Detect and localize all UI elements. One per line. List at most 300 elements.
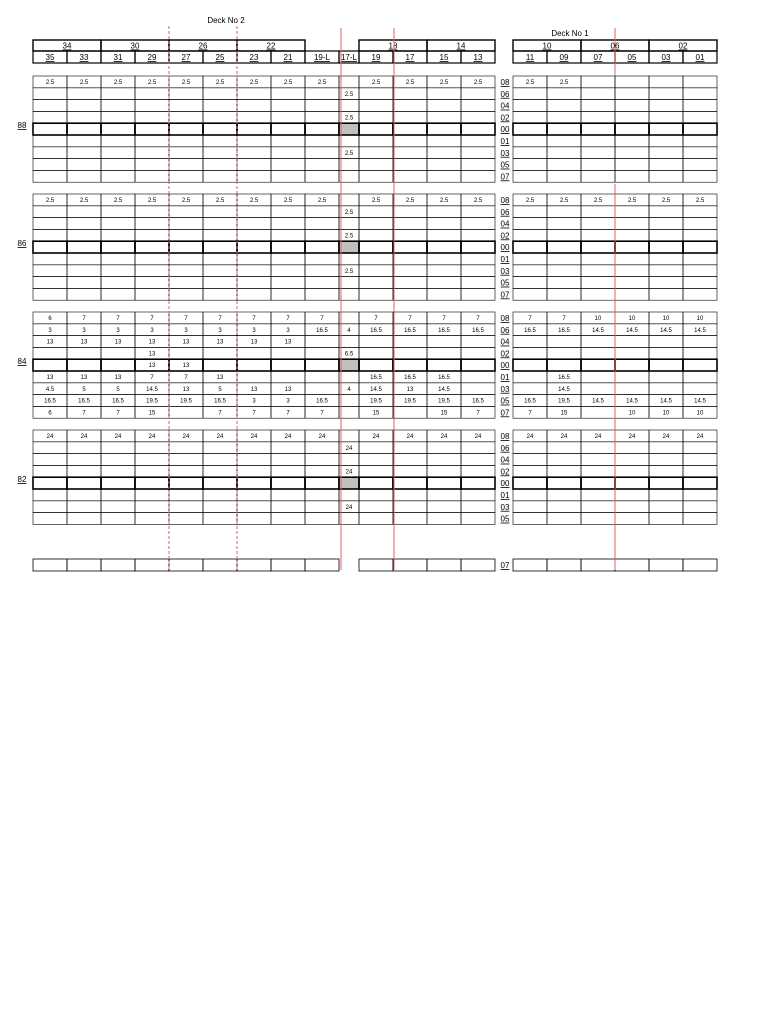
deck1-stack-value: 24: [696, 434, 704, 440]
center-cell: [339, 218, 359, 230]
stack-cell: [203, 489, 237, 501]
deck1-stack-cell: [581, 501, 615, 513]
stack-value: 13: [182, 339, 190, 346]
stack-value: 2.5: [317, 198, 327, 204]
stack-value: 13: [148, 363, 156, 370]
stack-cell: [427, 218, 461, 230]
stack-cell: [237, 501, 271, 513]
stack-cell: [427, 111, 461, 123]
stack-cell: [169, 159, 203, 171]
stack-value: 16.5: [214, 398, 226, 405]
stack-cell: [461, 170, 495, 182]
stack-cell: [237, 147, 271, 159]
stack-cell: [427, 489, 461, 501]
deck1-stack-cell: [615, 359, 649, 371]
stack-cell: [135, 513, 169, 525]
deck1-stack-cell: [581, 159, 615, 171]
stack-cell: [101, 359, 135, 371]
deck1-stack-cell: [513, 277, 547, 289]
stack-cell: [237, 111, 271, 123]
stack-value: 24: [182, 434, 190, 440]
stack-cell: [271, 477, 305, 489]
row-label: 04: [500, 101, 510, 111]
stack-value: 19.5: [370, 398, 382, 405]
stack-value: 13: [80, 339, 88, 346]
center-cell: [339, 336, 359, 348]
stack-cell: [169, 265, 203, 277]
bottom-row-cell: [101, 559, 135, 571]
deck1-stack-cell: [615, 454, 649, 466]
stack-cell: [427, 288, 461, 300]
deck1-stack-cell: [615, 288, 649, 300]
stack-cell: [427, 336, 461, 348]
row-label: 04: [500, 219, 510, 229]
stack-cell: [305, 265, 339, 277]
deck1-stack-cell: [581, 406, 615, 418]
row-label: 02: [500, 349, 510, 359]
stack-cell: [135, 501, 169, 513]
deck1-stack-value: 14.5: [592, 327, 604, 334]
stack-value: 3: [252, 327, 256, 334]
stack-cell: [393, 229, 427, 241]
stack-cell: [271, 265, 305, 277]
center-cell: [339, 371, 359, 383]
stack-cell: [67, 454, 101, 466]
stack-cell: [203, 159, 237, 171]
deck1-stack-cell: [649, 88, 683, 100]
deck1-stack-cell: [513, 501, 547, 513]
stack-cell: [393, 489, 427, 501]
deck1-stack-cell: [615, 170, 649, 182]
stack-cell: [33, 265, 67, 277]
stack-cell: [461, 241, 495, 253]
stack-cell: [427, 442, 461, 454]
bottom-row-cell: [615, 559, 649, 571]
stack-cell: [67, 147, 101, 159]
stack-cell: [67, 465, 101, 477]
stack-value: 2.5: [439, 80, 449, 86]
stack-value: 3: [286, 398, 290, 405]
section-side-label: 84: [17, 357, 27, 366]
stack-value: 2.5: [249, 198, 259, 204]
deck1-stack-cell: [683, 135, 717, 147]
stack-value: 16.5: [438, 375, 450, 381]
deck1-stack-cell: [547, 454, 581, 466]
deck1-stack-cell: [547, 218, 581, 230]
stack-cell: [461, 123, 495, 135]
bay-column-label: 17-L: [340, 53, 358, 62]
stack-cell: [305, 241, 339, 253]
stack-cell: [393, 88, 427, 100]
stack-cell: [427, 147, 461, 159]
deck1-stack-cell: [683, 501, 717, 513]
deck1-stack-cell: [581, 265, 615, 277]
stack-cell: [237, 477, 271, 489]
stack-cell: [271, 135, 305, 147]
stack-cell: [101, 454, 135, 466]
stack-cell: [33, 170, 67, 182]
stack-cell: [67, 135, 101, 147]
deck1-stack-cell: [547, 513, 581, 525]
stack-cell: [67, 170, 101, 182]
stack-cell: [359, 288, 393, 300]
stack-value: 6: [48, 316, 52, 322]
stack-cell: [393, 123, 427, 135]
stack-value: 7: [476, 316, 480, 322]
stack-cell: [135, 477, 169, 489]
deck1-stack-value: 7: [528, 410, 532, 417]
deck1-stack-cell: [649, 477, 683, 489]
deck1-stack-cell: [615, 100, 649, 112]
deck1-stack-cell: [683, 241, 717, 253]
stack-cell: [271, 253, 305, 265]
stack-cell: [461, 147, 495, 159]
deck1-stack-cell: [547, 147, 581, 159]
stack-cell: [305, 477, 339, 489]
stack-cell: [135, 454, 169, 466]
stack-cell: [393, 170, 427, 182]
stack-value: 16.5: [316, 327, 328, 334]
stack-cell: [359, 442, 393, 454]
stack-cell: [271, 465, 305, 477]
stack-cell: [359, 206, 393, 218]
center-cell: [339, 312, 359, 324]
deck1-title: Deck No 1: [551, 29, 589, 38]
stack-cell: [393, 336, 427, 348]
stack-cell: [169, 218, 203, 230]
deck1-stack-cell: [513, 241, 547, 253]
stack-cell: [359, 111, 393, 123]
stack-value: 13: [216, 375, 224, 381]
stack-cell: [305, 88, 339, 100]
deck1-stack-cell: [649, 123, 683, 135]
deck1-stack-cell: [683, 513, 717, 525]
stack-value: 7: [218, 316, 222, 322]
deck1-stack-cell: [581, 489, 615, 501]
deck1-stack-cell: [615, 229, 649, 241]
stack-value: 2.5: [215, 198, 225, 204]
deck1-stack-cell: [547, 347, 581, 359]
stack-cell: [101, 501, 135, 513]
deck1-stack-cell: [649, 218, 683, 230]
stack-cell: [67, 347, 101, 359]
center-cell: [339, 170, 359, 182]
stack-cell: [203, 123, 237, 135]
stack-cell: [33, 454, 67, 466]
stack-cell: [33, 241, 67, 253]
deck1-stack-value: 2.5: [559, 80, 569, 86]
center-cell: [339, 513, 359, 525]
stack-cell: [101, 241, 135, 253]
deck1-stack-cell: [581, 454, 615, 466]
stack-cell: [169, 288, 203, 300]
stack-cell: [305, 206, 339, 218]
stack-value: 13: [182, 363, 190, 370]
stack-cell: [237, 229, 271, 241]
stack-cell: [169, 170, 203, 182]
stack-cell: [237, 123, 271, 135]
row-label: 02: [500, 113, 510, 123]
stack-cell: [359, 336, 393, 348]
stack-cell: [237, 218, 271, 230]
deck1-stack-cell: [547, 277, 581, 289]
stack-cell: [203, 147, 237, 159]
stack-cell: [33, 347, 67, 359]
deck1-stack-value: 16.5: [558, 375, 570, 381]
stack-cell: [461, 371, 495, 383]
deck1-stack-cell: [513, 442, 547, 454]
deck1-stack-cell: [547, 241, 581, 253]
stack-value: 7: [320, 410, 324, 417]
stack-cell: [135, 218, 169, 230]
stack-cell: [67, 111, 101, 123]
deck1-stack-value: 10: [662, 410, 670, 417]
row-label: 02: [500, 231, 510, 241]
stack-value: 2.5: [79, 80, 89, 86]
deck1-stack-cell: [615, 135, 649, 147]
row-label: 05: [500, 160, 510, 170]
deck1-stack-value: 14.5: [660, 327, 672, 334]
stack-cell: [237, 359, 271, 371]
stack-value: 2.5: [249, 80, 259, 86]
deck1-stack-value: 2.5: [627, 198, 637, 204]
deck1-stack-cell: [513, 477, 547, 489]
bay-column-label: 13: [473, 53, 483, 62]
stack-value: 16.5: [316, 398, 328, 405]
stack-cell: [33, 229, 67, 241]
row-label: 08: [500, 196, 510, 205]
stack-cell: [169, 489, 203, 501]
stack-cell: [101, 206, 135, 218]
stack-value: 6: [48, 410, 52, 417]
deck1-stack-value: 16.5: [524, 327, 536, 334]
stack-value: 2.5: [181, 80, 191, 86]
deck1-stack-value: 19.5: [558, 398, 570, 405]
row-label: 03: [500, 148, 510, 158]
stack-cell: [33, 135, 67, 147]
row-label: 03: [500, 502, 510, 512]
stack-cell: [427, 123, 461, 135]
deck1-stack-value: 10: [696, 410, 704, 417]
stack-cell: [203, 265, 237, 277]
stack-cell: [427, 170, 461, 182]
stack-value: 24: [216, 434, 224, 440]
stack-cell: [461, 383, 495, 395]
stack-cell: [67, 159, 101, 171]
stack-cell: [33, 489, 67, 501]
stack-cell: [237, 100, 271, 112]
deck1-stack-cell: [649, 359, 683, 371]
stack-cell: [359, 229, 393, 241]
stack-value: 7: [82, 316, 86, 322]
stack-value: 15: [440, 410, 448, 417]
row-label: 00: [500, 243, 510, 253]
stack-value: 2.5: [215, 80, 225, 86]
stack-cell: [305, 442, 339, 454]
row-label: 01: [500, 137, 510, 146]
stack-cell: [67, 501, 101, 513]
stack-value: 3: [116, 327, 120, 334]
stack-cell: [203, 277, 237, 289]
stack-value: 7: [408, 316, 412, 322]
center-cell: [339, 76, 359, 88]
center-value: 2.5: [344, 268, 354, 275]
deck1-stack-cell: [547, 501, 581, 513]
stack-cell: [237, 253, 271, 265]
deck1-stack-cell: [547, 229, 581, 241]
stack-cell: [359, 454, 393, 466]
deck1-stack-cell: [581, 336, 615, 348]
stack-cell: [33, 159, 67, 171]
deck1-stack-cell: [547, 170, 581, 182]
stack-value: 16.5: [78, 398, 90, 405]
stack-cell: [271, 501, 305, 513]
stack-value: 7: [286, 316, 290, 322]
bottom-row-cell: [427, 559, 461, 571]
stack-value: 2.5: [371, 198, 381, 204]
deck1-stack-cell: [513, 513, 547, 525]
stack-cell: [393, 241, 427, 253]
deck1-stack-value: 24: [526, 434, 534, 440]
deck1-stack-cell: [581, 135, 615, 147]
stack-cell: [305, 111, 339, 123]
deck1-stack-cell: [683, 359, 717, 371]
stack-cell: [169, 241, 203, 253]
center-cell: [339, 194, 359, 206]
deck1-stack-cell: [649, 76, 683, 88]
stack-cell: [393, 288, 427, 300]
stack-value: 3: [150, 327, 154, 334]
stack-cell: [359, 465, 393, 477]
stack-value: 19.5: [146, 398, 158, 405]
deck1-stack-value: 15: [560, 410, 568, 417]
center-cell: [339, 430, 359, 442]
stack-cell: [393, 406, 427, 418]
stack-cell: [393, 218, 427, 230]
row-label: 04: [500, 337, 510, 347]
deck1-stack-cell: [683, 489, 717, 501]
stack-value: 7: [252, 410, 256, 417]
deck1-stack-cell: [581, 206, 615, 218]
stack-cell: [101, 159, 135, 171]
stack-cell: [461, 288, 495, 300]
bay-column-label: 33: [79, 53, 89, 62]
stack-cell: [203, 241, 237, 253]
bay-pair-label: 06: [610, 41, 620, 51]
stack-cell: [237, 241, 271, 253]
deck1-stack-cell: [513, 100, 547, 112]
stack-value: 13: [114, 339, 122, 346]
stack-cell: [427, 359, 461, 371]
deck1-stack-value: 10: [594, 316, 602, 322]
stack-value: 24: [148, 434, 156, 440]
stack-cell: [427, 253, 461, 265]
stack-value: 13: [250, 386, 258, 393]
deck1-stack-cell: [649, 513, 683, 525]
row-label: 02: [500, 467, 510, 477]
stack-cell: [101, 513, 135, 525]
stack-cell: [101, 277, 135, 289]
deck1-stack-value: 2.5: [695, 198, 705, 204]
bottom-row-cell: [513, 559, 547, 571]
center-cell: [339, 135, 359, 147]
stack-cell: [67, 218, 101, 230]
stack-value: 3: [286, 327, 290, 334]
stack-cell: [427, 159, 461, 171]
stack-cell: [305, 170, 339, 182]
stack-value: 13: [406, 386, 414, 393]
deck1-stack-value: 7: [562, 316, 566, 322]
stack-cell: [169, 253, 203, 265]
stack-cell: [135, 100, 169, 112]
deck1-stack-value: 14.5: [694, 327, 706, 334]
bay-pair-label: 14: [456, 41, 466, 51]
bay-column-label: 09: [559, 53, 569, 62]
stack-cell: [33, 288, 67, 300]
stack-cell: [271, 111, 305, 123]
deck1-stack-cell: [683, 111, 717, 123]
stack-cell: [101, 288, 135, 300]
deck1-stack-cell: [581, 241, 615, 253]
stack-value: 19.5: [404, 398, 416, 405]
deck1-stack-cell: [649, 336, 683, 348]
stack-cell: [169, 206, 203, 218]
stack-cell: [101, 147, 135, 159]
bay-column-label: 21: [283, 53, 293, 62]
stack-value: 13: [46, 375, 54, 381]
stack-cell: [271, 241, 305, 253]
deck1-stack-cell: [683, 265, 717, 277]
deck1-stack-cell: [649, 454, 683, 466]
stack-cell: [461, 277, 495, 289]
deck1-stack-cell: [615, 371, 649, 383]
bay-column-label: 15: [439, 53, 449, 62]
stack-cell: [101, 170, 135, 182]
deck1-stack-cell: [547, 288, 581, 300]
stack-value: 4.5: [45, 386, 55, 393]
center-cell: [339, 100, 359, 112]
stack-cell: [393, 347, 427, 359]
stack-cell: [427, 465, 461, 477]
stack-cell: [427, 454, 461, 466]
stack-cell: [271, 100, 305, 112]
stack-cell: [203, 88, 237, 100]
stack-value: 16.5: [404, 327, 416, 334]
stack-cell: [33, 442, 67, 454]
deck1-stack-cell: [581, 123, 615, 135]
deck1-stack-cell: [513, 123, 547, 135]
deck1-stack-cell: [649, 383, 683, 395]
bay-pair-label: 30: [130, 41, 140, 51]
stack-cell: [461, 442, 495, 454]
stack-cell: [461, 465, 495, 477]
stack-value: 2.5: [147, 198, 157, 204]
section-side-label: 82: [17, 475, 27, 484]
deck1-stack-cell: [615, 336, 649, 348]
stack-value: 14.5: [146, 386, 158, 393]
deck1-stack-cell: [683, 100, 717, 112]
stack-cell: [135, 159, 169, 171]
stack-cell: [135, 277, 169, 289]
stack-cell: [237, 277, 271, 289]
bottom-row-cell: [271, 559, 305, 571]
bay-pair-label: 34: [62, 41, 72, 51]
deck1-stack-cell: [547, 336, 581, 348]
stack-value: 2.5: [317, 80, 327, 86]
stack-cell: [67, 513, 101, 525]
stack-value: 3: [48, 327, 52, 334]
stack-cell: [135, 465, 169, 477]
